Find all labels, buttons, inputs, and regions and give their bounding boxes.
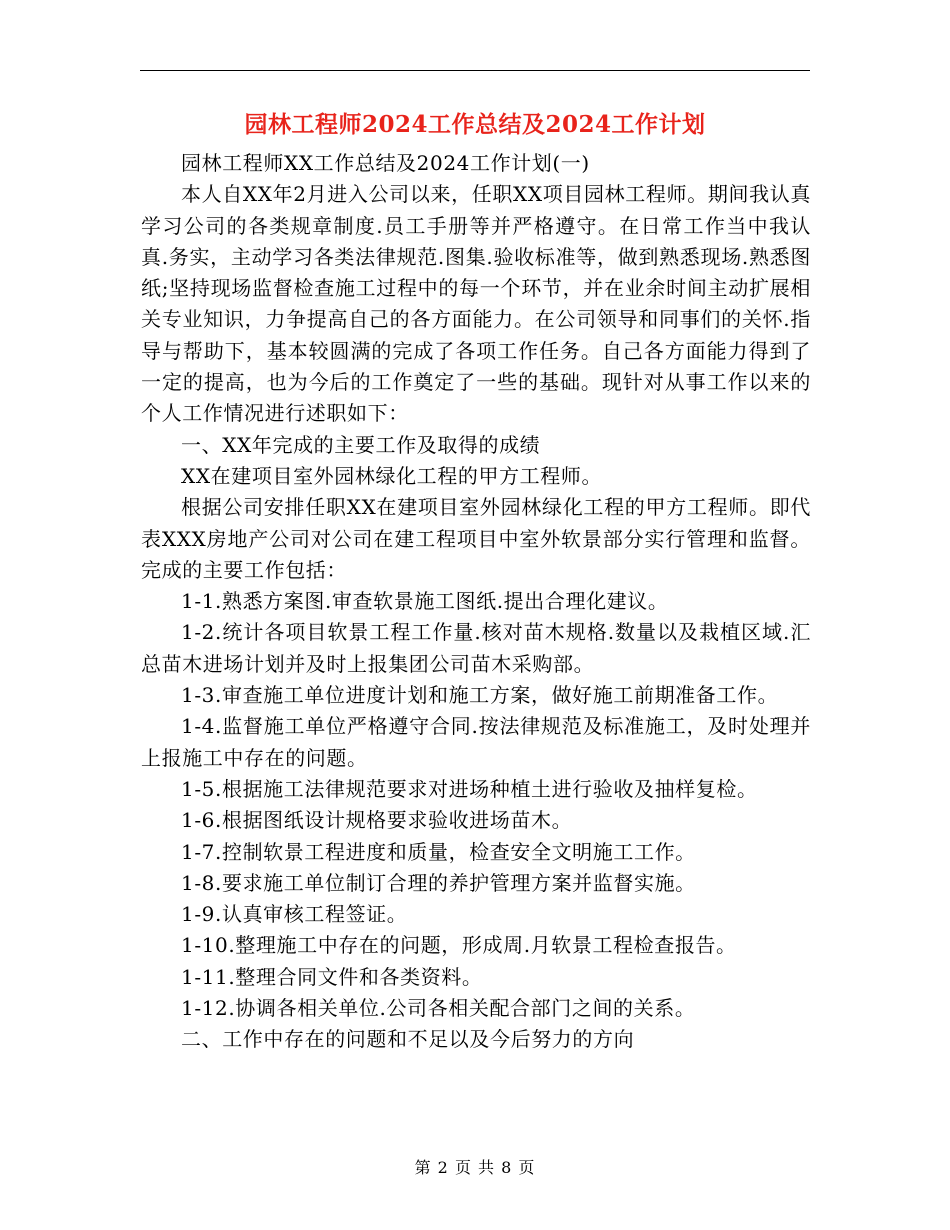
page-footer: 第 2 页 共 8 页 bbox=[414, 1158, 536, 1177]
list-item: 1-2.统计各项目软景工程工作量.核对苗木规格.数量以及栽植区域.汇总苗木进场计划并及时上报集团公司苗木采购部。 bbox=[141, 620, 811, 676]
list-item: 1-7.控制软景工程进度和质量，检查安全文明施工工作。 bbox=[181, 839, 696, 864]
document-title: 园林工程师2024工作总结及2024工作计划 bbox=[244, 111, 706, 138]
list-item: 1-5.根据施工法律规范要求对进场种植土进行验收及抽样复检。 bbox=[181, 776, 758, 801]
section-heading-2: 二、工作中存在的问题和不足以及今后努力的方向 bbox=[181, 1027, 635, 1052]
header-rule bbox=[140, 70, 810, 71]
list-item: 1-1.熟悉方案图.审查软景施工图纸.提出合理化建议。 bbox=[181, 589, 669, 614]
document-body bbox=[141, 148, 811, 1056]
list-item: 1-3.审查施工单位进度计划和施工方案，做好施工前期准备工作。 bbox=[181, 683, 779, 708]
list-item: 1-11.整理合同文件和各类资料。 bbox=[181, 964, 483, 989]
list-item: 1-10.整理施工中存在的问题，形成周.月软景工程检查报告。 bbox=[181, 933, 737, 958]
list-item: 1-12.协调各相关单位.公司各相关配合部门之间的关系。 bbox=[181, 996, 696, 1021]
paragraph-assignment: 根据公司安排任职XX在建项目室外园林绿化工程的甲方工程师。即代表XXX房地产公司对公司在建工程项目中室外软景部分实行管理和监督。 完成的主要工作包括： bbox=[141, 495, 811, 582]
section-heading-1: 一、XX年完成的主要工作及取得的成绩 bbox=[181, 432, 541, 457]
list-item: 1-4.监督施工单位严格遵守合同.按法律规范及标准施工，及时处理并上报施工中存在的问题。 bbox=[141, 714, 811, 770]
list-item: 1-9.认真审核工程签证。 bbox=[181, 902, 408, 927]
paragraph-subtitle: 园林工程师XX工作总结及2024工作计划(一) bbox=[181, 151, 590, 175]
list-item: 1-8.要求施工单位制订合理的养护管理方案并监督实施。 bbox=[181, 870, 696, 895]
list-item: 1-6.根据图纸设计规格要求验收进场苗木。 bbox=[181, 808, 573, 833]
paragraph-role: XX在建项目室外园林绿化工程的甲方工程师。 bbox=[181, 463, 603, 488]
paragraph-intro: 本人自XX年2月进入公司以来，任职XX项目园林工程师。期间我认真学习公司的各类规章制度.员工手册等并严格遵守。在日常工作当中我认真.务实，主动学习各类法律规范.图集.验收标准等，做到熟悉现场.熟悉图纸;坚持现场监督检查施工过程中的每一个环节，并在业余时间主动扩展相关专业知识，力争提高自己的各方面能力。在公司领导和同事们的关怀.指导与帮助下，基本较圆满的完成了各项工作任务。自己各方面能力得到了一定的提高，也为今后的工作奠定了一些的基础。现针对从事工作以来的个人工作情况进行述职如下： bbox=[141, 182, 811, 426]
